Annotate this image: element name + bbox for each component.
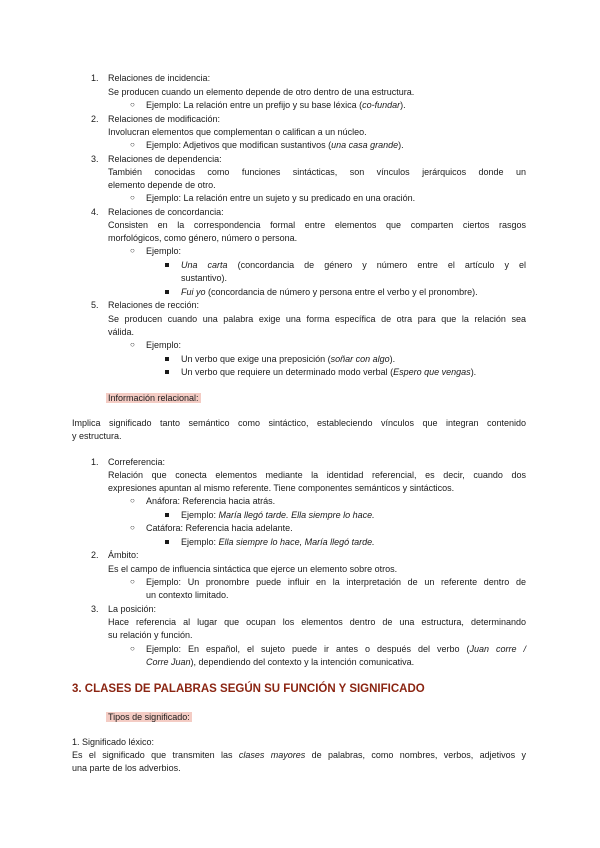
example-line: Ejemplo: Adjetivos que modifican sustantivos (una casa grande).: [146, 140, 404, 150]
sub-example-line: Una carta (concordancia de género y número entre el artículo y el: [181, 260, 526, 270]
example-line: Ejemplo: La relación entre un sujeto y su predicado en una oración.: [146, 193, 416, 203]
list-item-title: La posición:: [108, 604, 157, 614]
example-line: Ejemplo: Un pronombre puede influir en la interpretación de un referente dentro de: [146, 577, 526, 587]
sub-example-line: Ejemplo: María llegó tarde. Ella siempre lo hace.: [181, 510, 375, 520]
circle-bullet-icon: ○: [130, 340, 135, 349]
list-item-desc: Es el campo de influencia sintáctica que ejerce un elemento sobre otros.: [108, 564, 398, 574]
list-number: 2.: [91, 550, 99, 560]
list-item-desc: válida.: [108, 327, 135, 337]
list-item-desc: expresiones apuntan al mismo referente. Tiene componentes semánticos y sintácticos.: [108, 483, 455, 493]
info-paragraph: Implica significado tanto semántico como sintáctico, estableciendo vínculos que integran contenido: [72, 418, 526, 428]
list-number: 3.: [91, 604, 99, 614]
list-number: 1.: [91, 73, 99, 83]
example-line: Corre Juan), dependiendo del contexto y la intención comunicativa.: [146, 657, 415, 667]
circle-bullet-icon: ○: [130, 246, 135, 255]
list-item-title: Relaciones de dependencia:: [108, 154, 222, 164]
square-bullet-icon: [165, 513, 169, 517]
square-bullet-icon: [165, 290, 169, 294]
square-bullet-icon: [165, 540, 169, 544]
list-item-title: Ámbito:: [108, 550, 139, 560]
list-item-desc: Se producen cuando una palabra exige una forma específica de otra para que la relación sea: [108, 314, 526, 324]
sub-example-line: Un verbo que exige una preposición (soñar con algo).: [181, 354, 396, 364]
types-heading: Tipos de significado:: [108, 712, 190, 722]
anaphora-line: Anáfora: Referencia hacia atrás.: [146, 496, 276, 506]
example-line: un contexto limitado.: [146, 590, 229, 600]
list-item-desc: También conocidas como funciones sintácticas, son vínculos jerárquicos donde un: [108, 167, 526, 177]
list-item-title: Relaciones de concordancia:: [108, 207, 224, 217]
list-item-desc: su relación y función.: [108, 630, 193, 640]
lexical-paragraph: una parte de los adverbios.: [72, 763, 181, 773]
list-number: 4.: [91, 207, 99, 217]
cataphora-line: Catáfora: Referencia hacia adelante.: [146, 523, 293, 533]
square-bullet-icon: [165, 370, 169, 374]
list-item-desc: morfológicos, como género, número o persona.: [108, 233, 298, 243]
example-line: Ejemplo: La relación entre un prefijo y su base léxica (co-fundar).: [146, 100, 406, 110]
list-number: 5.: [91, 300, 99, 310]
circle-bullet-icon: ○: [130, 140, 135, 149]
list-item-desc: Relación que conecta elementos mediante la identidad referencial, es decir, cuando dos: [108, 470, 526, 480]
list-number: 2.: [91, 114, 99, 124]
square-bullet-icon: [165, 357, 169, 361]
square-bullet-icon: [165, 263, 169, 267]
list-item-desc: Consisten en la correspondencia formal entre elementos que comparten ciertos rasgos: [108, 220, 526, 230]
list-item-desc: Se producen cuando un elemento depende de otro dentro de una estructura.: [108, 87, 415, 97]
list-item-desc: elemento depende de otro.: [108, 180, 216, 190]
list-item-desc: Hace referencia al lugar que ocupan los elementos dentro de una estructura, determinando: [108, 617, 526, 627]
list-item-title: Relaciones de modificación:: [108, 114, 221, 124]
circle-bullet-icon: ○: [130, 577, 135, 586]
circle-bullet-icon: ○: [130, 644, 135, 653]
section-heading: 3. CLASES DE PALABRAS SEGÚN SU FUNCIÓN Y SIGNIFICADO: [72, 683, 425, 695]
circle-bullet-icon: ○: [130, 100, 135, 109]
sub-example-line: Fui yo (concordancia de número y persona entre el verbo y el pronombre).: [181, 287, 478, 297]
circle-bullet-icon: ○: [130, 523, 135, 532]
lexical-title: 1. Significado léxico:: [72, 737, 155, 747]
list-number: 1.: [91, 457, 99, 467]
example-line: Ejemplo: En español, el sujeto puede ir antes o después del verbo (Juan corre /: [146, 644, 526, 654]
list-item-title: Relaciones de rección:: [108, 300, 200, 310]
circle-bullet-icon: ○: [130, 496, 135, 505]
sub-example-line: sustantivo).: [181, 273, 228, 283]
list-number: 3.: [91, 154, 99, 164]
info-paragraph: y estructura.: [72, 431, 122, 441]
circle-bullet-icon: ○: [130, 193, 135, 202]
example-label: Ejemplo:: [146, 246, 182, 256]
list-item-title: Correferencia:: [108, 457, 166, 467]
list-item-desc: Involucran elementos que complementan o califican a un núcleo.: [108, 127, 367, 137]
sub-example-line: Ejemplo: Ella siempre lo hace, María llegó tarde.: [181, 537, 375, 547]
list-item-title: Relaciones de incidencia:: [108, 73, 211, 83]
sub-example-line: Un verbo que requiere un determinado modo verbal (Espero que vengas).: [181, 367, 477, 377]
example-label: Ejemplo:: [146, 340, 182, 350]
info-heading: Información relacional:: [108, 393, 199, 403]
lexical-paragraph: Es el significado que transmiten las clases mayores de palabras, como nombres, verbos, adjetivos y: [72, 750, 526, 760]
